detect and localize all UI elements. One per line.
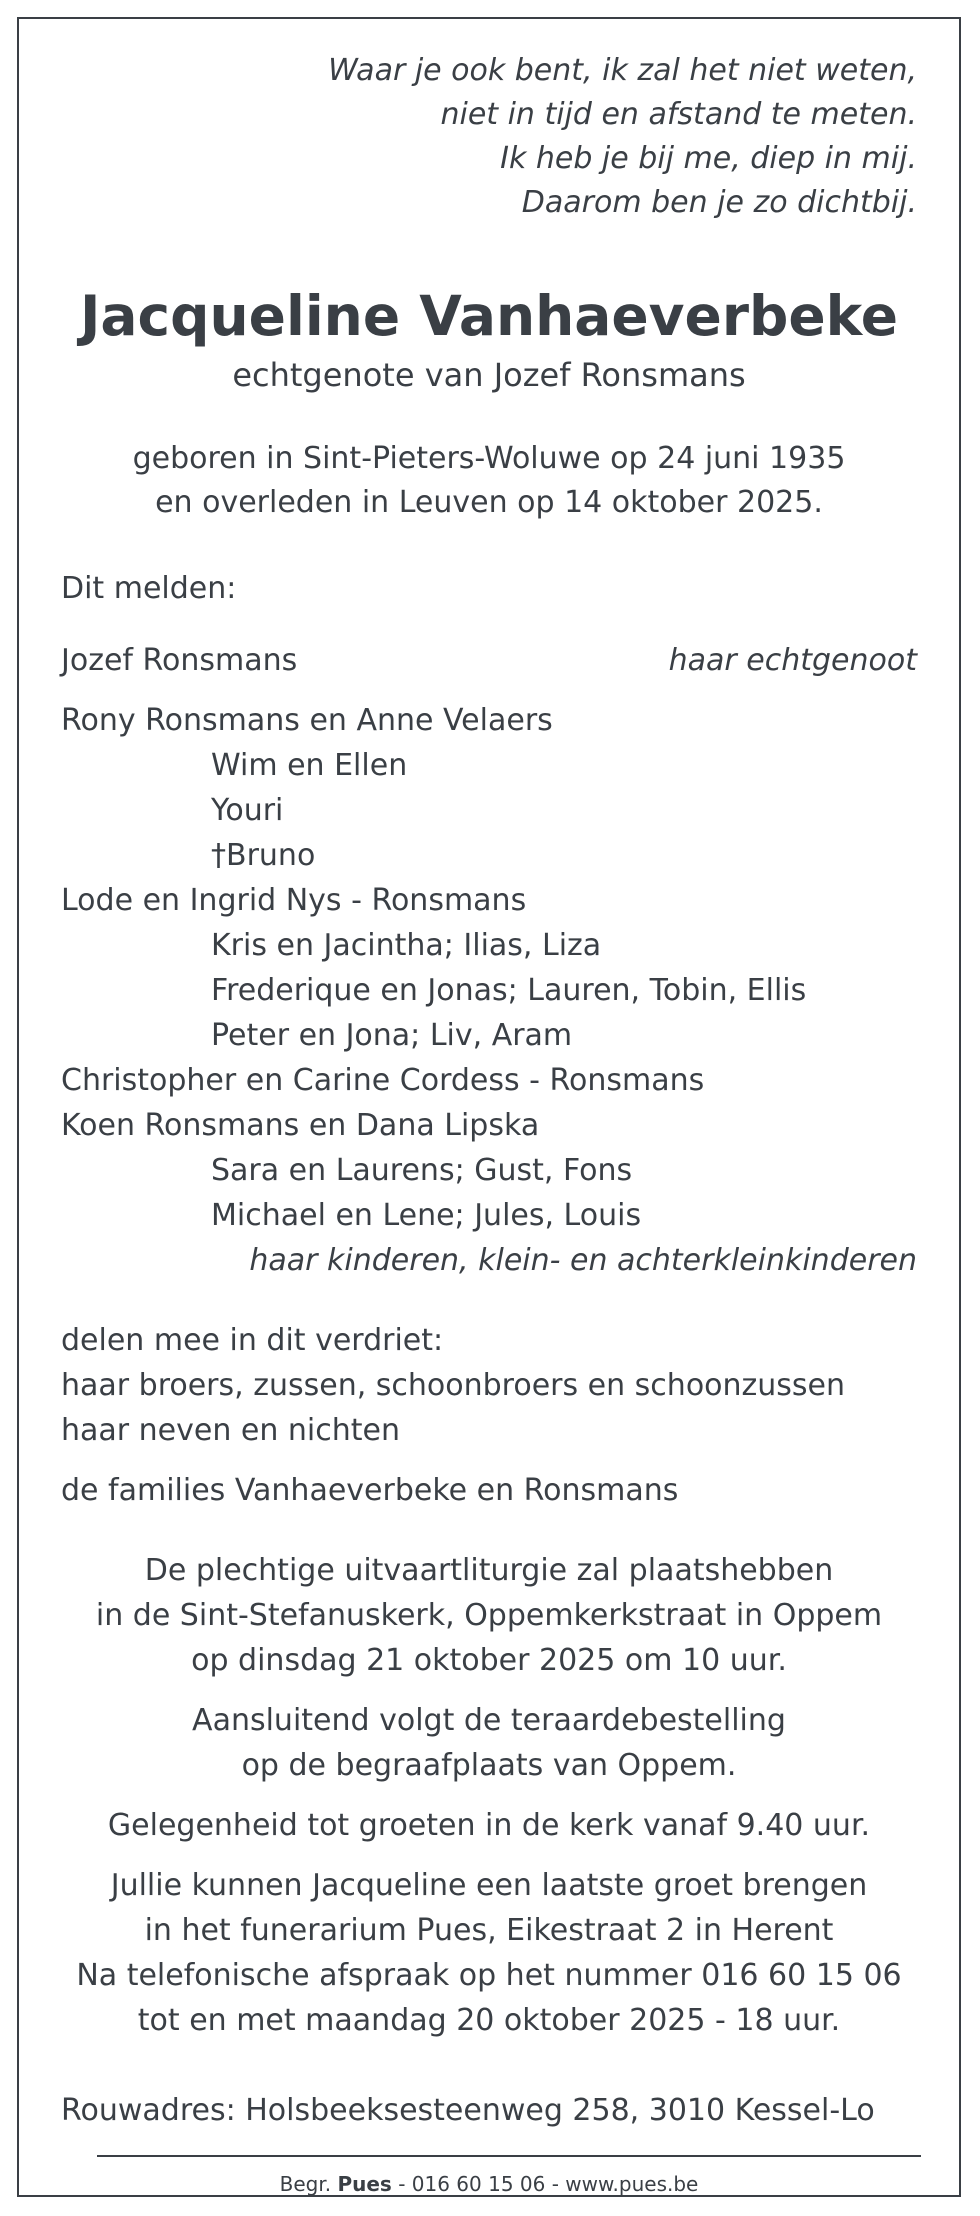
visit-line: in het funerarium Pues, Eikestraat 2 in Herent <box>144 1913 834 1948</box>
footer <box>19 2169 959 2199</box>
family-line: Kris en Jacintha; Ilias, Liza <box>211 928 602 963</box>
family-line: Wim en Ellen <box>211 748 408 783</box>
family-line: Youri <box>211 793 284 828</box>
liturgy-line: De plechtige uitvaartliturgie zal plaatshebben <box>144 1553 834 1588</box>
share-intro: delen mee in dit verdriet: <box>61 1323 444 1358</box>
family-line: Sara en Laurens; Gust, Fons <box>211 1153 633 1188</box>
family-line: Peter en Jona; Liv, Aram <box>211 1018 573 1053</box>
deceased-name: Jacqueline Vanhaeverbeke <box>79 284 899 348</box>
died-line: en overleden in Leuven op 14 oktober 2025. <box>155 485 823 520</box>
footer-contact: - 016 60 15 06 - www.pues.be <box>398 2172 699 2196</box>
greeting-line: Gelegenheid tot groeten in de kerk vanaf 9.40 uur. <box>107 1808 871 1843</box>
notice-frame <box>17 17 961 2197</box>
husband-name: Jozef Ronsmans <box>61 643 298 678</box>
poem <box>328 49 917 225</box>
visit-line: Jullie kunnen Jacqueline een laatste groet brengen <box>110 1868 868 1903</box>
born-line: geboren in Sint-Pieters-Woluwe op 24 juni 1935 <box>132 441 846 476</box>
visit-line: tot en met maandag 20 oktober 2025 - 18 uur. <box>137 2003 841 2038</box>
relatives-line: haar neven en nichten <box>61 1413 400 1448</box>
family-line: Rony Ronsmans en Anne Velaers <box>61 703 553 738</box>
family-line: Lode en Ingrid Nys - Ronsmans <box>61 883 527 918</box>
life-dates <box>19 437 959 525</box>
families-line: de families Vanhaeverbeke en Ronsmans <box>61 1473 679 1508</box>
footer-company: Pues <box>337 2172 392 2196</box>
mourning-address: Rouwadres: Holsbeeksesteenweg 258, 3010 Kessel-Lo <box>61 2093 875 2128</box>
children-role: haar kinderen, klein- en achterkleinkinderen <box>249 1243 917 1278</box>
burial-line: Aansluitend volgt de teraardebestelling <box>192 1703 786 1738</box>
family-line: Christopher en Carine Cordess - Ronsmans <box>61 1063 705 1098</box>
poem-line: niet in tijd en afstand te meten. <box>440 97 917 132</box>
poem-line: Waar je ook bent, ik zal het niet weten, <box>328 53 917 88</box>
burial-line: op de begraafplaats van Oppem. <box>241 1748 737 1783</box>
spouse-line: echtgenote van Jozef Ronsmans <box>232 356 746 394</box>
visit-line: Na telefonische afspraak op het nummer 016 60 15 06 <box>76 1958 902 1993</box>
footer-divider <box>97 2155 921 2157</box>
relatives-line: haar broers, zussen, schoonbroers en schoonzussen <box>61 1368 846 1403</box>
poem-line: Daarom ben je zo dichtbij. <box>521 185 917 220</box>
husband-role: haar echtgenoot <box>668 643 917 678</box>
liturgy-line: in de Sint-Stefanuskerk, Oppemkerkstraat in Oppem <box>95 1598 883 1633</box>
announce-intro: Dit melden: <box>61 571 237 606</box>
family-line: Koen Ronsmans en Dana Lipska <box>61 1108 540 1143</box>
footer-prefix: Begr. <box>279 2172 332 2196</box>
family-line: Michael en Lene; Jules, Louis <box>211 1198 642 1233</box>
family-line: †Bruno <box>211 838 316 873</box>
liturgy-line: op dinsdag 21 oktober 2025 om 10 uur. <box>191 1643 787 1678</box>
family-line: Frederique en Jonas; Lauren, Tobin, Ellis <box>211 973 807 1008</box>
poem-line: Ik heb je bij me, diep in mij. <box>500 141 917 176</box>
